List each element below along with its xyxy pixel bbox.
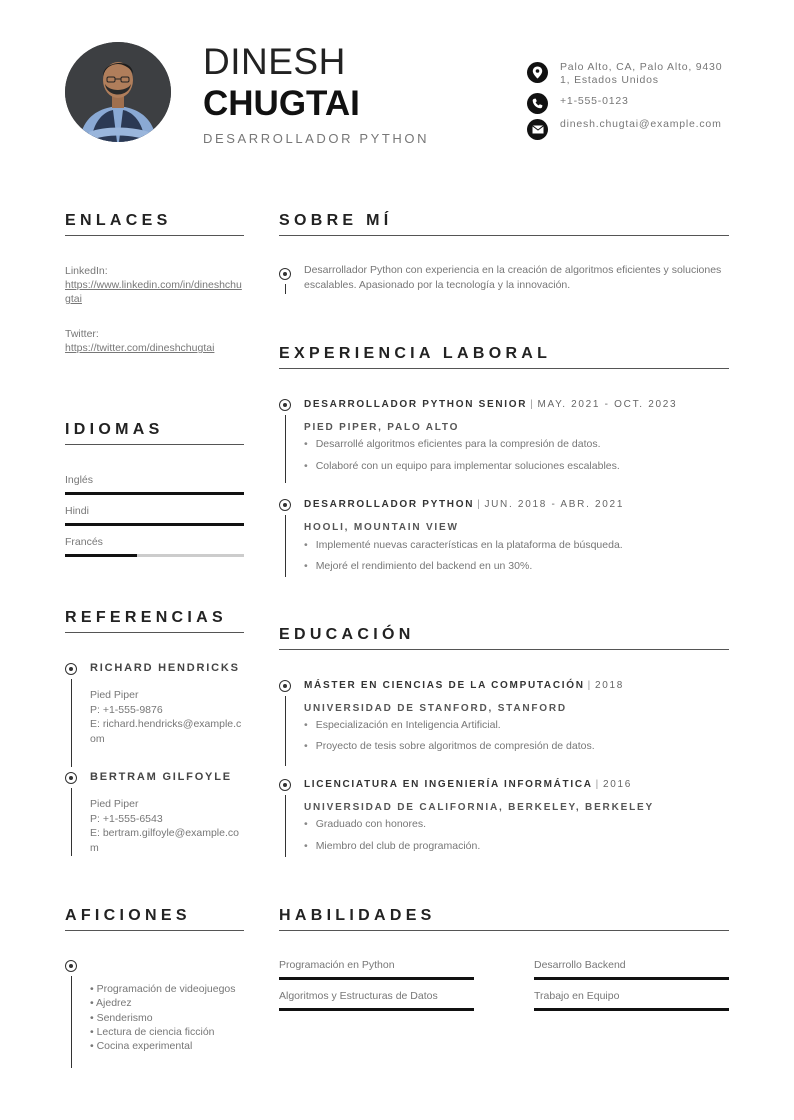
school-name: UNIVERSIDAD DE STANFORD, STANFORD xyxy=(304,703,567,714)
language-label: Hindi xyxy=(65,505,89,517)
timeline-line xyxy=(71,788,72,856)
skill-bar xyxy=(279,1008,474,1011)
experience-bullet: • Implementé nuevas características en la plataforma de búsqueda. xyxy=(304,539,623,551)
reference-email: E: bertram.gilfoyle@example.com xyxy=(90,827,239,854)
hobbies-heading: AFICIONES xyxy=(65,907,191,924)
skill-label: Algoritmos y Estructuras de Datos xyxy=(279,990,438,1002)
language-bar-fill xyxy=(65,554,137,557)
hobby-item: • Ajedrez xyxy=(90,997,132,1010)
reference-details xyxy=(90,797,245,855)
timeline-line xyxy=(285,284,286,294)
experience-title: DESARROLLADOR PYTHON SENIOR | MAY. 2021 - OCT. 2023 xyxy=(304,399,678,410)
contact-address xyxy=(527,61,732,87)
contact-phone xyxy=(527,92,732,114)
hobby-item: • Senderismo xyxy=(90,1011,153,1024)
references-heading: REFERENCIAS xyxy=(65,609,227,626)
reference-phone: P: +1-555-9876 xyxy=(90,703,163,716)
language-label: Francés xyxy=(65,536,103,548)
location-icon xyxy=(527,62,548,83)
language-bar-fill xyxy=(65,492,244,495)
hobby-item: • Cocina experimental xyxy=(90,1040,193,1053)
hobby-text: Programación de videojuegos xyxy=(96,983,236,995)
timeline-dot-icon xyxy=(279,499,291,511)
reference-name: RICHARD HENDRICKS xyxy=(90,662,240,674)
degree-date: 2016 xyxy=(602,779,633,790)
reference-email: E: richard.hendricks@example.com xyxy=(90,718,242,745)
job-title: DESARROLLADOR PYTHON xyxy=(203,131,430,146)
hobbies-list xyxy=(90,982,240,1053)
links-heading: ENLACES xyxy=(65,212,172,229)
language-bar xyxy=(65,554,244,557)
linkedin-url[interactable]: https://www.linkedin.com/in/dineshchugtai xyxy=(65,279,242,305)
experience-bullet: • Mejoré el rendimiento del backend en un 30%. xyxy=(304,560,532,572)
hobby-text: Cocina experimental xyxy=(96,1040,193,1053)
education-title: MÁSTER EN CIENCIAS DE LA COMPUTACIÓN | 2018 xyxy=(304,680,625,691)
hobby-item: • Programación de videojuegos xyxy=(90,983,236,995)
timeline-line xyxy=(285,696,286,766)
hobby-text: Senderismo xyxy=(96,1011,153,1024)
email-text: dinesh.chugtai@example.com xyxy=(560,118,722,130)
position-title: DESARROLLADOR PYTHON SENIOR xyxy=(304,399,528,410)
skill-label: Programación en Python xyxy=(279,959,395,971)
skill-bar xyxy=(279,977,474,980)
hobby-item: • Lectura de ciencia ficción xyxy=(90,1025,215,1038)
timeline-dot-icon xyxy=(279,779,291,791)
skill-bar xyxy=(534,977,729,980)
about-rule xyxy=(279,235,729,236)
hobbies-rule xyxy=(65,930,244,931)
skill-label: Trabajo en Equipo xyxy=(534,990,620,1002)
education-bullet: • Proyecto de tesis sobre algoritmos de compresión de datos. xyxy=(304,740,595,752)
timeline-line xyxy=(71,679,72,767)
school-name: UNIVERSIDAD DE CALIFORNIA, BERKELEY, BERKELEY xyxy=(304,802,654,813)
experience-bullet: • Colaboré con un equipo para implementar soluciones escalables. xyxy=(304,460,620,472)
languages-rule xyxy=(65,444,244,445)
about-text: Desarrollador Python con experiencia en la creación de algoritmos eficientes y soluciones escalables. Apasionado por la tecnología y la innovación. xyxy=(304,264,722,291)
position-date: MAY. 2021 - OCT. 2023 xyxy=(537,399,678,410)
language-bar xyxy=(65,523,244,526)
education-rule xyxy=(279,649,729,650)
language-label: Inglés xyxy=(65,474,94,486)
last-name: CHUGTAI xyxy=(203,84,360,123)
links-rule xyxy=(65,235,244,236)
experience-rule xyxy=(279,368,729,369)
twitter-label: Twitter: xyxy=(65,328,99,340)
timeline-dot-icon xyxy=(279,268,291,280)
timeline-line xyxy=(285,415,286,483)
timeline-line xyxy=(71,976,72,1068)
experience-heading: EXPERIENCIA LABORAL xyxy=(279,345,552,362)
company-name: HOOLI, MOUNTAIN VIEW xyxy=(304,522,459,533)
education-bullet: • Especialización en Inteligencia Artificial. xyxy=(304,719,501,731)
first-name: DINESH xyxy=(203,41,346,82)
language-bar-fill xyxy=(65,523,244,526)
linkedin-label: LinkedIn: xyxy=(65,265,108,277)
hobby-text: Lectura de ciencia ficción xyxy=(96,1025,215,1038)
skill-bar xyxy=(534,1008,729,1011)
timeline-dot-icon xyxy=(279,680,291,692)
contact-email xyxy=(527,118,732,140)
degree-title: MÁSTER EN CIENCIAS DE LA COMPUTACIÓN xyxy=(304,680,585,691)
skills-heading: HABILIDADES xyxy=(279,907,436,924)
reference-phone: P: +1-555-6543 xyxy=(90,812,163,825)
reference-name: BERTRAM GILFOYLE xyxy=(90,771,232,783)
hobby-text: Ajedrez xyxy=(96,997,132,1010)
language-bar xyxy=(65,492,244,495)
timeline-dot-icon xyxy=(65,772,77,784)
timeline-dot-icon xyxy=(65,663,77,675)
about-heading: SOBRE MÍ xyxy=(279,212,393,229)
position-title: DESARROLLADOR PYTHON xyxy=(304,499,475,510)
company-name: PIED PIPER, PALO ALTO xyxy=(304,422,460,433)
timeline-line xyxy=(285,515,286,577)
timeline-dot-icon xyxy=(279,399,291,411)
linkedin-link xyxy=(65,264,244,306)
languages-heading: IDIOMAS xyxy=(65,421,164,438)
timeline-line xyxy=(285,795,286,857)
reference-details xyxy=(90,688,245,746)
degree-title: LICENCIATURA EN INGENIERÍA INFORMÁTICA xyxy=(304,779,593,790)
education-title: LICENCIATURA EN INGENIERÍA INFORMÁTICA | 2016 xyxy=(304,779,633,790)
skills-rule xyxy=(279,930,729,931)
email-icon xyxy=(527,119,548,140)
address-text: Palo Alto, CA, Palo Alto, 94301, Estados Unidos xyxy=(560,61,723,86)
education-heading: EDUCACIÓN xyxy=(279,626,415,643)
degree-date: 2018 xyxy=(594,680,625,691)
position-date: JUN. 2018 - ABR. 2021 xyxy=(484,499,625,510)
experience-title: DESARROLLADOR PYTHON | JUN. 2018 - ABR. 2021 xyxy=(304,499,625,510)
twitter-link xyxy=(65,327,244,355)
reference-company: Pied Piper xyxy=(90,798,139,810)
profile-photo xyxy=(65,42,171,142)
education-bullet: • Miembro del club de programación. xyxy=(304,840,480,852)
timeline-dot-icon xyxy=(65,960,77,972)
experience-bullet: • Desarrollé algoritmos eficientes para la compresión de datos. xyxy=(304,438,601,450)
twitter-url[interactable]: https://twitter.com/dineshchugtai xyxy=(65,342,215,354)
education-bullet: • Graduado con honores. xyxy=(304,818,426,830)
phone-icon xyxy=(527,93,548,114)
phone-text: +1-555-0123 xyxy=(560,95,629,107)
reference-company: Pied Piper xyxy=(90,689,139,701)
references-rule xyxy=(65,632,244,633)
skill-label: Desarrollo Backend xyxy=(534,959,626,971)
